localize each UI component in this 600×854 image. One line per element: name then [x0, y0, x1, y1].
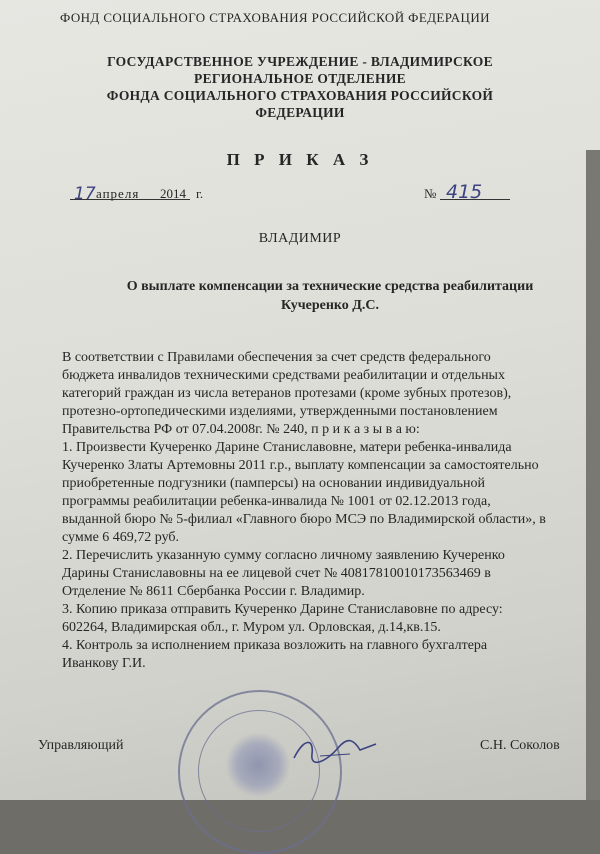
date-year-suffix: г.	[196, 186, 204, 201]
fund-header: ФОНД СОЦИАЛЬНОГО СТРАХОВАНИЯ РОССИЙСКОЙ ФЕДЕРАЦИИ	[60, 10, 490, 25]
body-line: протезно-ортопедическими изделиями, утвержденными постановлением	[62, 404, 498, 419]
body-line: Кучеренко Златы Артемовны 2011 г.р., выплату компенсации за самостоятельно	[62, 458, 539, 473]
date-year: 2014	[160, 186, 186, 201]
institution-line-2: РЕГИОНАЛЬНОЕ ОТДЕЛЕНИЕ	[194, 71, 406, 86]
body-line: Отделение № 8611 Сбербанка России г. Владимир.	[62, 584, 365, 599]
body-line: Правительства РФ от 07.04.2008г. № 240, п р и к а з ы в а ю:	[62, 422, 420, 437]
body-line: программы реабилитации ребенка-инвалида № 1001 от 02.12.2013 года,	[62, 494, 491, 509]
body-line: сумме 6 469,72 руб.	[62, 530, 180, 545]
body-line: 4. Контроль за исполнением приказа возложить на главного бухгалтера	[62, 638, 488, 653]
body-line: приобретенные подгузники (памперсы) на основании индивидуальной	[62, 476, 485, 491]
body-line: 1. Произвести Кучеренко Дарине Станиславовне, матери ребенка-инвалида	[62, 440, 512, 455]
body-line: Иванкову Г.И.	[62, 656, 146, 671]
body-line: выданной бюро № 5-филиал «Главного бюро МСЭ по Владимирской области», в	[62, 512, 546, 527]
body-line: 2. Перечислить указанную сумму согласно личному заявлению Кучеренко	[62, 548, 505, 563]
institution-line-4: ФЕДЕРАЦИИ	[255, 105, 345, 120]
official-seal	[178, 690, 342, 854]
subject-line-2: Кучеренко Д.С.	[280, 298, 380, 313]
institution-line-3: ФОНДА СОЦИАЛЬНОГО СТРАХОВАНИЯ РОССИЙСКОЙ	[106, 88, 494, 103]
subject-line-1: О выплате компенсации за технические средства реабилитации	[126, 279, 534, 294]
signatory-name: С.Н. Соколов	[480, 738, 560, 753]
city: ВЛАДИМИР	[258, 231, 342, 246]
body-line: 602264, Владимирская обл., г. Муром ул. Орловская, д.14,кв.15.	[62, 620, 441, 635]
number-sign: №	[424, 186, 437, 201]
body-line: категорий граждан из числа ветеранов протезами (кроме зубных протезов),	[62, 386, 512, 401]
handwritten-signature	[290, 730, 380, 770]
coat-of-arms-icon	[225, 732, 291, 798]
background-edge	[586, 150, 600, 800]
order-title: П Р И К А З	[226, 150, 374, 169]
date-month: апреля	[96, 186, 140, 201]
body-line: В соответствии с Правилами обеспечения за счет средств федерального	[62, 350, 491, 365]
body-line: бюджета инвалидов техническими средствами реабилитации и отдельных	[62, 368, 505, 383]
institution-line-1: ГОСУДАРСТВЕННОЕ УЧРЕЖДЕНИЕ - ВЛАДИМИРСКОЕ	[107, 54, 493, 69]
body-line: Дарины Станиславовны на ее лицевой счет № 40817810010173563469 в	[62, 566, 491, 581]
body-line: 3. Копию приказа отправить Кучеренко Дарине Станиславовне по адресу:	[62, 602, 503, 617]
signatory-position: Управляющий	[38, 738, 124, 753]
order-number: 415	[446, 181, 483, 203]
date-day: 17	[74, 184, 96, 204]
